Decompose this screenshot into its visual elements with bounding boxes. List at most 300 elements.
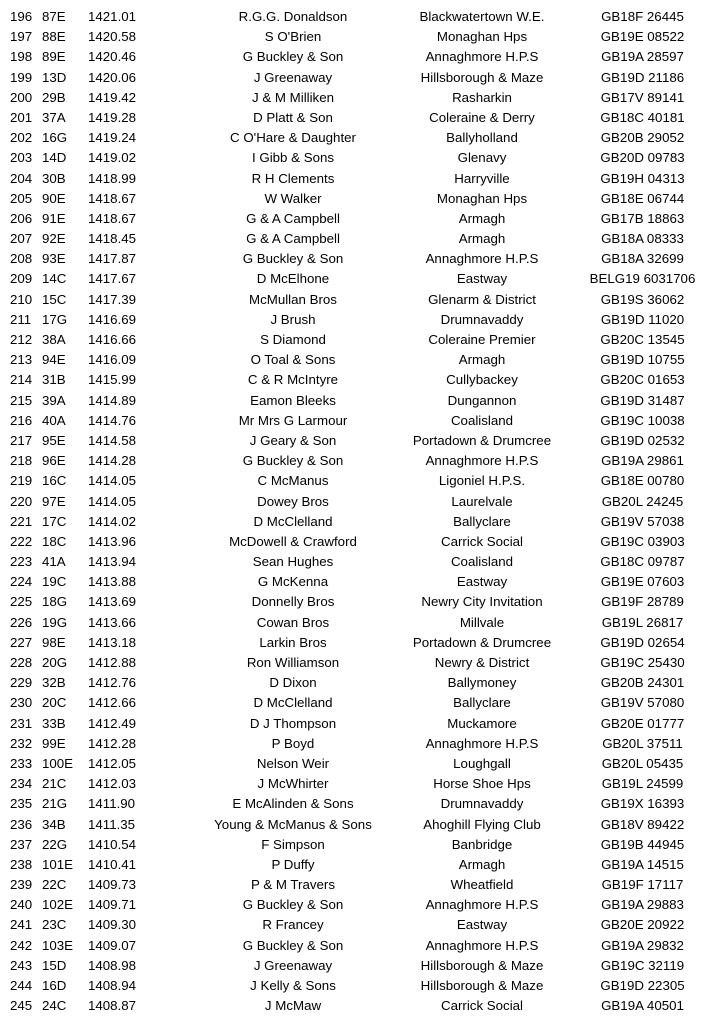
result-row [0, 189, 709, 209]
ring-number-cell: GB19D 31487 [600, 392, 685, 408]
result-row [0, 532, 709, 552]
fancier-name-cell: G Buckley & Son [242, 453, 344, 469]
position-cell: 222 [10, 533, 33, 549]
club-name-cell: Monaghan Hps [436, 29, 528, 45]
result-row [0, 693, 709, 713]
ring-number-cell: GB20B 29052 [600, 130, 685, 146]
club-name-cell: Annaghmore H.P.S [425, 453, 539, 469]
ring-number-cell: GB19D 02654 [600, 634, 685, 650]
position-cell: 198 [10, 49, 33, 65]
position-cell: 244 [10, 978, 33, 993]
position-cell: 206 [10, 210, 33, 226]
ring-number-cell: GB19C 03903 [600, 533, 685, 549]
club-name-cell: Banbridge [451, 836, 513, 852]
fancier-name-cell: D McClelland [253, 695, 333, 711]
result-row [0, 108, 709, 128]
club-name-cell: Glenarm & District [428, 291, 536, 307]
ring-number-cell: GB20B 24301 [600, 675, 685, 691]
result-row [0, 794, 709, 814]
position-cell: 199 [10, 69, 33, 85]
position-cell: 213 [10, 352, 33, 368]
velocity-cell: 1413.88 [88, 574, 137, 590]
club-name-cell: Armagh [458, 210, 506, 226]
velocity-cell: 1412.49 [88, 715, 137, 731]
position-cell: 229 [10, 675, 33, 691]
fancier-name-cell: J Brush [270, 311, 316, 327]
result-row [0, 936, 709, 956]
club-name-cell: Newry & District [434, 655, 530, 670]
club-name-cell: Wheatfield [450, 877, 514, 893]
ring-number-cell: GB18E 00780 [600, 473, 685, 489]
section-code-cell: 32B [42, 675, 66, 691]
club-name-cell: Glenavy [457, 150, 507, 166]
club-name-cell: Annaghmore H.P.S [425, 735, 539, 751]
section-code-cell: 103E [42, 937, 74, 953]
position-cell: 197 [10, 29, 33, 45]
fancier-name-cell: P & M Travers [251, 877, 335, 893]
result-row [0, 976, 709, 996]
section-code-cell: 94E [42, 352, 66, 368]
fancier-name-cell: G & A Campbell [246, 210, 340, 226]
fancier-name-cell: McMullan Bros [249, 291, 337, 307]
result-row [0, 613, 709, 633]
velocity-cell: 1408.87 [88, 998, 137, 1014]
club-name-cell: Newry City Invitation [421, 594, 543, 610]
result-row [0, 956, 709, 976]
section-code-cell: 16D [42, 978, 67, 993]
section-code-cell: 14D [42, 150, 67, 166]
result-row [0, 229, 709, 249]
result-row [0, 391, 709, 411]
fancier-name-cell: J Greenaway [253, 69, 333, 85]
ring-number-cell: GB19H 04313 [600, 170, 685, 186]
section-code-cell: 97E [42, 493, 66, 509]
ring-number-cell: GB19B 44945 [600, 836, 685, 852]
position-cell: 232 [10, 735, 33, 751]
ring-number-cell: GB19X 16393 [600, 796, 685, 812]
ring-number-cell: GB19F 28789 [601, 594, 684, 610]
fancier-name-cell: S O'Brien [264, 29, 322, 45]
velocity-cell: 1411.35 [88, 816, 136, 832]
club-name-cell: Coalisland [450, 412, 514, 428]
result-row [0, 815, 709, 835]
result-row [0, 835, 709, 855]
position-cell: 231 [10, 715, 33, 731]
velocity-cell: 1413.69 [88, 594, 137, 610]
velocity-cell: 1413.66 [88, 614, 137, 630]
velocity-cell: 1416.69 [88, 311, 137, 327]
ring-number-cell: GB19E 08522 [600, 29, 685, 45]
ring-number-cell: GB19D 02532 [600, 432, 685, 448]
position-cell: 228 [10, 655, 33, 670]
club-name-cell: Cullybackey [446, 372, 518, 388]
ring-number-cell: GB19V 57080 [600, 695, 685, 711]
ring-number-cell: GB20L 24245 [601, 493, 684, 509]
result-row [0, 875, 709, 895]
section-code-cell: 22G [42, 836, 68, 852]
fancier-name-cell: P Boyd [271, 735, 315, 751]
result-row [0, 310, 709, 330]
club-name-cell: Ballyclare [453, 513, 511, 529]
club-name-cell: Rasharkin [452, 89, 512, 105]
club-name-cell: Harryville [454, 170, 510, 186]
result-row [0, 68, 709, 88]
fancier-name-cell: Mr Mrs G Larmour [238, 412, 348, 428]
velocity-cell: 1419.24 [88, 130, 137, 146]
result-row [0, 552, 709, 572]
position-cell: 221 [10, 513, 33, 529]
velocity-cell: 1414.02 [88, 513, 137, 529]
club-name-cell: Hillsborough & Maze [420, 69, 544, 85]
position-cell: 241 [10, 917, 33, 933]
ring-number-cell: GB20L 37511 [602, 735, 683, 751]
fancier-name-cell: McDowell & Crawford [229, 533, 357, 549]
fancier-name-cell: D McElhone [256, 271, 330, 287]
club-name-cell: Monaghan Hps [436, 190, 528, 206]
club-name-cell: Coalisland [450, 554, 514, 570]
position-cell: 220 [10, 493, 33, 509]
fancier-name-cell: D Platt & Son [253, 109, 333, 125]
section-code-cell: 21C [42, 776, 67, 792]
ring-number-cell: GB18C 09787 [600, 554, 685, 570]
section-code-cell: 31B [42, 372, 66, 388]
club-name-cell: Portadown & Drumcree [412, 432, 552, 448]
section-code-cell: 19C [42, 574, 67, 590]
result-row [0, 47, 709, 67]
ring-number-cell: GB18E 06744 [600, 190, 685, 206]
club-name-cell: Ballymoney [447, 675, 517, 691]
position-cell: 205 [10, 190, 33, 206]
ring-number-cell: GB18V 89422 [600, 816, 685, 832]
section-code-cell: 98E [42, 634, 66, 650]
result-row [0, 774, 709, 794]
result-row [0, 27, 709, 47]
position-cell: 209 [10, 271, 33, 287]
club-name-cell: Hillsborough & Maze [420, 978, 544, 993]
velocity-cell: 1409.30 [88, 917, 137, 933]
velocity-cell: 1416.09 [88, 352, 137, 368]
position-cell: 210 [10, 291, 33, 307]
velocity-cell: 1419.42 [88, 89, 137, 105]
position-cell: 245 [10, 998, 33, 1014]
club-name-cell: Armagh [458, 352, 506, 368]
velocity-cell: 1421.01 [88, 9, 137, 24]
velocity-cell: 1412.05 [88, 755, 137, 771]
club-name-cell: Muckamore [447, 715, 517, 731]
result-row [0, 673, 709, 693]
position-cell: 203 [10, 150, 33, 166]
section-code-cell: 91E [42, 210, 66, 226]
fancier-name-cell: R H Clements [251, 170, 335, 186]
fancier-name-cell: G Buckley & Son [242, 937, 344, 953]
velocity-cell: 1412.76 [88, 675, 137, 691]
velocity-cell: 1418.67 [88, 190, 137, 206]
fancier-name-cell: Donnelly Bros [251, 594, 335, 610]
result-row [0, 169, 709, 189]
velocity-cell: 1414.28 [88, 453, 137, 469]
result-row [0, 350, 709, 370]
ring-number-cell: GB20E 20922 [600, 917, 685, 933]
section-code-cell: 87E [42, 9, 66, 24]
section-code-cell: 18G [42, 594, 68, 610]
ring-number-cell: GB19S 36062 [600, 291, 685, 307]
position-cell: 202 [10, 130, 33, 146]
club-name-cell: Annaghmore H.P.S [425, 897, 539, 913]
fancier-name-cell: J Geary & Son [249, 432, 337, 448]
ring-number-cell: GB19A 29832 [601, 937, 684, 953]
ring-number-cell: GB18A 08333 [601, 231, 684, 247]
velocity-cell: 1418.67 [88, 210, 137, 226]
velocity-cell: 1417.67 [88, 271, 137, 287]
fancier-name-cell: J McMaw [264, 998, 322, 1014]
ring-number-cell: GB19E 07603 [600, 574, 685, 590]
result-row [0, 572, 709, 592]
result-row [0, 451, 709, 471]
fancier-name-cell: D J Thompson [249, 715, 337, 731]
result-row [0, 471, 709, 491]
club-name-cell: Dungannon [447, 392, 517, 408]
result-row [0, 431, 709, 451]
velocity-cell: 1419.28 [88, 109, 137, 125]
club-name-cell: Millvale [459, 614, 505, 630]
velocity-cell: 1412.28 [88, 735, 137, 751]
result-row [0, 209, 709, 229]
ring-number-cell: GB19L 24599 [601, 776, 684, 792]
club-name-cell: Carrick Social [440, 533, 523, 549]
position-cell: 215 [10, 392, 33, 408]
position-cell: 234 [10, 776, 33, 792]
club-name-cell: Ligoniel H.P.S. [438, 473, 526, 489]
result-row [0, 290, 709, 310]
fancier-name-cell: I Gibb & Sons [251, 150, 335, 166]
ring-number-cell: GB17B 18863 [600, 210, 685, 226]
fancier-name-cell: G & A Campbell [246, 231, 340, 247]
ring-number-cell: GB19V 57038 [600, 513, 685, 529]
ring-number-cell: GB19A 29883 [601, 897, 684, 913]
position-cell: 207 [10, 231, 33, 247]
velocity-cell: 1414.89 [88, 392, 137, 408]
fancier-name-cell: R Francey [262, 917, 324, 933]
club-name-cell: Eastway [456, 917, 508, 933]
ring-number-cell: GB18F 26445 [601, 9, 684, 24]
club-name-cell: Eastway [456, 574, 508, 590]
velocity-cell: 1413.18 [88, 634, 137, 650]
section-code-cell: 23C [42, 917, 67, 933]
velocity-cell: 1418.45 [88, 231, 137, 247]
ring-number-cell: GB18C 40181 [600, 109, 685, 125]
fancier-name-cell: Sean Hughes [252, 554, 334, 570]
result-row [0, 7, 709, 27]
club-name-cell: Laurelvale [451, 493, 513, 509]
result-row [0, 996, 709, 1016]
fancier-name-cell: J Kelly & Sons [250, 978, 336, 993]
velocity-cell: 1417.39 [88, 291, 137, 307]
fancier-name-cell: Larkin Bros [259, 634, 327, 650]
club-name-cell: Annaghmore H.P.S [425, 251, 539, 267]
section-code-cell: 39A [42, 392, 66, 408]
result-row [0, 754, 709, 774]
fancier-name-cell: J & M Milliken [251, 89, 334, 105]
velocity-cell: 1417.87 [88, 251, 137, 267]
result-row [0, 492, 709, 512]
section-code-cell: 95E [42, 432, 66, 448]
ring-number-cell: GB19C 25430 [600, 655, 685, 670]
position-cell: 230 [10, 695, 33, 711]
position-cell: 236 [10, 816, 33, 832]
velocity-cell: 1420.06 [88, 69, 137, 85]
position-cell: 226 [10, 614, 33, 630]
club-name-cell: Eastway [456, 271, 508, 287]
fancier-name-cell: Young & McManus & Sons [214, 816, 372, 832]
position-cell: 219 [10, 473, 33, 489]
club-name-cell: Loughgall [453, 755, 511, 771]
section-code-cell: 20G [42, 655, 68, 670]
club-name-cell: Coleraine Premier [428, 332, 536, 347]
section-code-cell: 30B [42, 170, 66, 186]
section-code-cell: 14C [42, 271, 67, 287]
ring-number-cell: GB20C 13545 [600, 332, 685, 347]
section-code-cell: 33B [42, 715, 66, 731]
velocity-cell: 1414.58 [88, 432, 137, 448]
section-code-cell: 92E [42, 231, 66, 247]
velocity-cell: 1410.54 [88, 836, 137, 852]
section-code-cell: 16G [42, 130, 68, 146]
section-code-cell: 37A [42, 109, 66, 125]
velocity-cell: 1412.66 [88, 695, 137, 711]
ring-number-cell: GB19D 10755 [600, 352, 685, 368]
velocity-cell: 1409.71 [88, 897, 137, 913]
ring-number-cell: GB19A 29861 [601, 453, 684, 469]
fancier-name-cell: D McClelland [253, 513, 333, 529]
position-cell: 196 [10, 9, 33, 24]
position-cell: 204 [10, 170, 33, 186]
fancier-name-cell: G McKenna [257, 574, 329, 590]
velocity-cell: 1412.03 [88, 776, 137, 792]
section-code-cell: 18C [42, 533, 67, 549]
club-name-cell: Armagh [458, 856, 506, 872]
position-cell: 212 [10, 332, 33, 347]
section-code-cell: 13D [42, 69, 67, 85]
fancier-name-cell: S Diamond [260, 332, 326, 347]
fancier-name-cell: D Dixon [269, 675, 317, 691]
fancier-name-cell: R.G.G. Donaldson [238, 9, 348, 24]
section-code-cell: 20C [42, 695, 67, 711]
section-code-cell: 99E [42, 735, 66, 751]
velocity-cell: 1415.99 [88, 372, 137, 388]
position-cell: 239 [10, 877, 33, 893]
position-cell: 227 [10, 634, 33, 650]
section-code-cell: 40A [42, 412, 66, 428]
club-name-cell: Ahoghill Flying Club [423, 816, 541, 832]
velocity-cell: 1410.41 [88, 856, 137, 872]
velocity-cell: 1412.88 [88, 655, 137, 670]
fancier-name-cell: O Toal & Sons [250, 352, 336, 368]
ring-number-cell: GB19A 28597 [601, 49, 684, 65]
result-row [0, 915, 709, 935]
section-code-cell: 102E [42, 897, 74, 913]
position-cell: 224 [10, 574, 33, 590]
club-name-cell: Ballyholland [446, 130, 518, 146]
section-code-cell: 24C [42, 998, 67, 1014]
club-name-cell: Armagh [458, 231, 506, 247]
fancier-name-cell: Dowey Bros [257, 493, 329, 509]
section-code-cell: 93E [42, 251, 66, 267]
ring-number-cell: GB20L 05435 [601, 755, 684, 771]
section-code-cell: 16C [42, 473, 67, 489]
result-row [0, 633, 709, 653]
fancier-name-cell: P Duffy [271, 856, 315, 872]
result-row [0, 411, 709, 431]
velocity-cell: 1416.66 [88, 332, 137, 347]
velocity-cell: 1418.99 [88, 170, 137, 186]
result-row [0, 128, 709, 148]
velocity-cell: 1409.73 [88, 877, 137, 893]
section-code-cell: 22C [42, 877, 67, 893]
result-row [0, 512, 709, 532]
section-code-cell: 101E [42, 856, 74, 872]
club-name-cell: Horse Shoe Hps [433, 776, 531, 792]
club-name-cell: Drumnavaddy [440, 796, 524, 812]
position-cell: 218 [10, 453, 33, 469]
fancier-name-cell: C McManus [257, 473, 329, 489]
fancier-name-cell: Nelson Weir [256, 755, 330, 771]
result-row [0, 855, 709, 875]
section-code-cell: 21G [42, 796, 68, 812]
club-name-cell: Annaghmore H.P.S [425, 49, 539, 65]
section-code-cell: 15D [42, 957, 67, 973]
section-code-cell: 34B [42, 816, 66, 832]
velocity-cell: 1419.02 [88, 150, 137, 166]
result-row [0, 592, 709, 612]
position-cell: 233 [10, 755, 33, 771]
section-code-cell: 90E [42, 190, 66, 206]
velocity-cell: 1413.96 [88, 533, 137, 549]
velocity-cell: 1409.07 [88, 937, 137, 953]
position-cell: 217 [10, 432, 33, 448]
result-row [0, 249, 709, 269]
position-cell: 242 [10, 937, 33, 953]
position-cell: 211 [10, 311, 32, 327]
position-cell: 238 [10, 856, 33, 872]
velocity-cell: 1414.05 [88, 493, 137, 509]
fancier-name-cell: E McAlinden & Sons [232, 796, 354, 812]
ring-number-cell: GB19L 26817 [601, 614, 684, 630]
result-row [0, 330, 709, 350]
position-cell: 223 [10, 554, 33, 570]
ring-number-cell: GB20E 01777 [600, 715, 685, 731]
result-row [0, 734, 709, 754]
position-cell: 237 [10, 836, 33, 852]
section-code-cell: 100E [42, 755, 74, 771]
velocity-cell: 1414.76 [88, 412, 137, 428]
ring-number-cell: GB19C 10038 [600, 412, 685, 428]
club-name-cell: Coleraine & Derry [429, 109, 535, 125]
fancier-name-cell: C O'Hare & Daughter [230, 130, 356, 146]
club-name-cell: Annaghmore H.P.S [425, 937, 539, 953]
result-row [0, 88, 709, 108]
result-row [0, 714, 709, 734]
club-name-cell: Hillsborough & Maze [420, 957, 544, 973]
fancier-name-cell: G Buckley & Son [242, 49, 344, 65]
result-row [0, 895, 709, 915]
ring-number-cell: GB18A 32699 [601, 251, 684, 267]
fancier-name-cell: Cowan Bros [256, 614, 330, 630]
ring-number-cell: GB19F 17117 [601, 877, 684, 893]
ring-number-cell: GB19C 32119 [600, 957, 685, 973]
ring-number-cell: GB19D 11020 [600, 311, 685, 327]
result-row [0, 148, 709, 168]
club-name-cell: Ballyclare [453, 695, 511, 711]
